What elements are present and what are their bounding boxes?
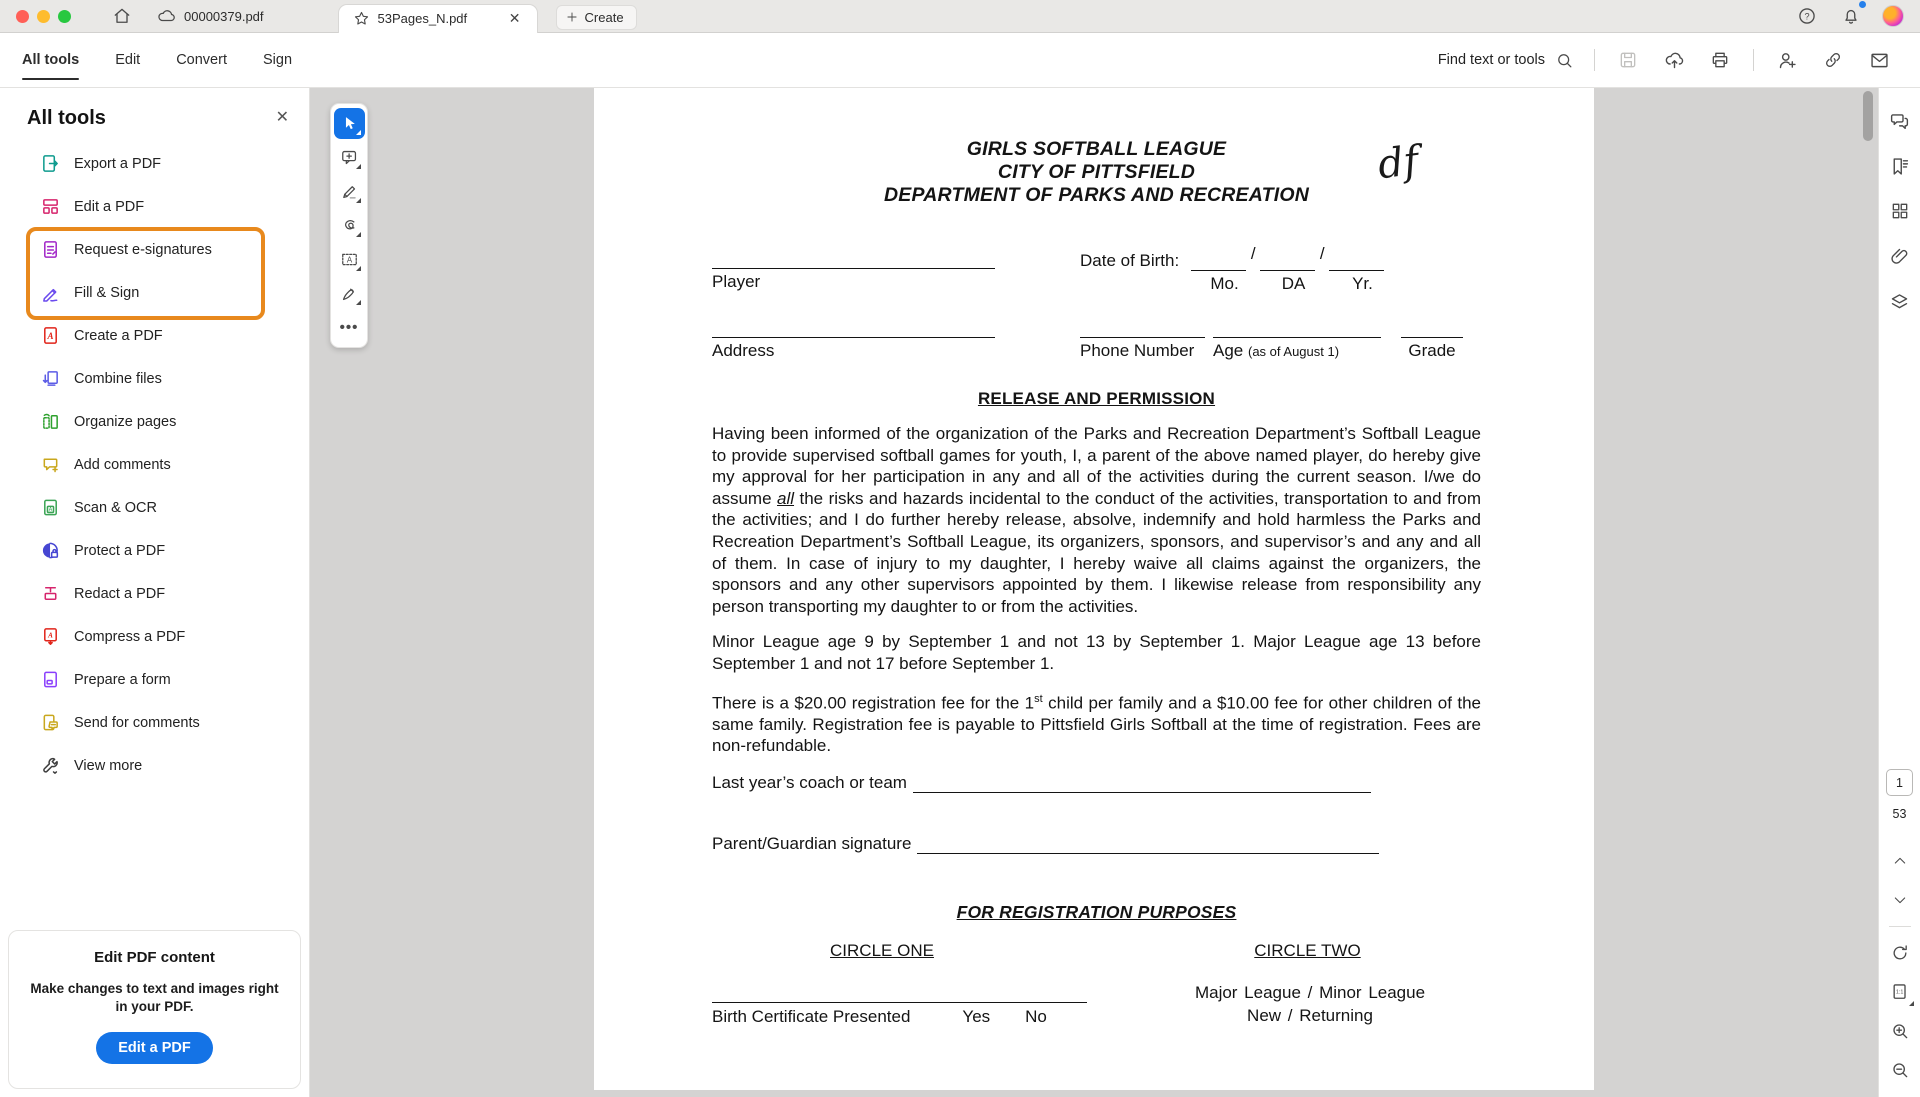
dob-slash: / <box>1250 244 1256 263</box>
tool-item-send-for-comments[interactable] <box>0 701 309 744</box>
scan-ocr-icon <box>41 498 60 517</box>
create-pdf-icon <box>41 326 60 345</box>
dob-label: Date of Birth: <box>1080 251 1180 270</box>
create-button-label: Create <box>584 9 624 25</box>
save-icon <box>1618 50 1638 70</box>
grade-label: Grade <box>1408 341 1456 360</box>
tool-item-label: Combine files <box>74 370 162 387</box>
page-fit-button[interactable] <box>1887 979 1913 1005</box>
tool-item-label: Prepare a form <box>74 671 171 688</box>
circle-headers-row <box>712 941 1481 961</box>
tool-item-label: Fill & Sign <box>74 284 140 301</box>
attachments-icon <box>1889 246 1910 267</box>
add-comments-icon <box>41 455 60 474</box>
home-icon <box>112 6 132 26</box>
zoom-out-icon <box>1890 1060 1910 1080</box>
highlight-tool-button[interactable] <box>334 176 365 207</box>
paragraph-text: Having been informed of the organization of the Parks and Recreation Department’s Softball League to provide supervised softball games for youth, I, a parent of the above named player, do hereby give my approval for her participation in any and all of the activities during the current season. I/we do assume <box>712 424 1481 508</box>
tool-item-create-pdf[interactable] <box>0 314 309 357</box>
add-comment-tool-button[interactable] <box>334 142 365 173</box>
printer-icon <box>1710 50 1730 70</box>
protect-pdf-icon <box>41 541 60 560</box>
request-esign-icon <box>41 240 60 259</box>
tool-item-scan-ocr[interactable] <box>0 486 309 529</box>
tool-item-redact-pdf[interactable] <box>0 572 309 615</box>
tool-item-edit-pdf[interactable] <box>0 185 309 228</box>
macos-traffic-lights <box>0 10 85 23</box>
tool-item-view-more[interactable] <box>0 744 309 787</box>
circle-two-header: CIRCLE TWO <box>1254 940 1361 960</box>
account-avatar[interactable] <box>1882 5 1904 27</box>
vertical-scrollbar[interactable] <box>1863 91 1873 141</box>
select-tool-button[interactable] <box>334 108 365 139</box>
window-title-bar <box>0 0 1920 33</box>
tool-item-fill-sign[interactable] <box>0 271 309 314</box>
handwritten-mark: df <box>1375 137 1422 189</box>
zoom-window-button[interactable] <box>58 10 71 23</box>
chevron-down-icon <box>1892 892 1908 908</box>
tab-sign[interactable]: Sign <box>262 52 293 68</box>
phone-field <box>1080 320 1205 361</box>
tool-item-label: Redact a PDF <box>74 585 166 602</box>
dob-month-line <box>1191 253 1246 271</box>
chevron-up-icon <box>1892 853 1908 869</box>
search-icon <box>1555 51 1574 70</box>
next-page-button[interactable] <box>1887 887 1913 913</box>
right-rail <box>1878 88 1920 1097</box>
close-tab-button[interactable]: ✕ <box>508 10 521 26</box>
league-age-paragraph: Minor League age 9 by September 1 and not 13 by September 1. Major League age 13 before September 1 and not 17 before September 1. <box>712 632 1481 673</box>
tab-label: 53Pages_N.pdf <box>377 11 468 26</box>
dob-day-line <box>1260 253 1315 271</box>
tool-options-corner <box>356 266 361 271</box>
coach-row <box>712 773 1481 793</box>
document-viewport[interactable] <box>310 88 1878 1097</box>
toolbar-divider <box>1594 49 1595 71</box>
bell-icon <box>1841 6 1861 26</box>
actual-size-icon <box>1890 982 1910 1002</box>
previous-page-button[interactable] <box>1887 848 1913 874</box>
address-field <box>712 320 995 361</box>
view-more-icon <box>41 756 60 775</box>
address-blank-line <box>712 320 995 338</box>
svg-text:A: A <box>47 330 54 341</box>
signature-label: Parent/Guardian signature <box>712 833 912 853</box>
layers-panel-button[interactable] <box>1887 288 1913 314</box>
edit-pdf-promo-card <box>8 930 301 1089</box>
signature-blank-line <box>917 836 1379 854</box>
tool-item-label: Send for comments <box>74 714 200 731</box>
link-icon <box>1823 50 1843 70</box>
tool-item-label: Protect a PDF <box>74 542 166 559</box>
close-window-button[interactable] <box>16 10 29 23</box>
tool-item-label: Create a PDF <box>74 327 163 344</box>
promo-description: Make changes to text and images right in your PDF. <box>30 980 279 1014</box>
superscript-st: st <box>1034 692 1043 705</box>
tab-convert[interactable]: Convert <box>176 52 227 68</box>
app-toolbar <box>0 33 1920 88</box>
tab-active-document[interactable] <box>338 4 538 33</box>
tab-label: 00000379.pdf <box>184 8 264 24</box>
quick-tools-toolbar <box>330 103 368 348</box>
coach-label: Last year’s coach or team <box>712 772 907 792</box>
rotate-page-button[interactable] <box>1887 940 1913 966</box>
organize-pages-icon <box>41 412 60 431</box>
create-button[interactable] <box>556 5 637 30</box>
star-icon[interactable] <box>353 10 370 27</box>
registration-bottom-row <box>712 981 1481 1027</box>
tool-item-label: View more <box>74 757 143 774</box>
tool-options-corner <box>356 130 361 135</box>
league-options-group <box>1179 981 1441 1027</box>
fill-sign-icon <box>41 283 60 302</box>
tool-list <box>0 142 309 787</box>
edit-pdf-icon <box>41 197 60 216</box>
document-header <box>712 138 1481 207</box>
combine-files-icon <box>41 369 60 388</box>
notifications-button[interactable] <box>1838 3 1864 29</box>
help-icon <box>1797 6 1817 26</box>
yes-option: Yes <box>962 1006 991 1026</box>
export-pdf-icon <box>41 154 60 173</box>
page-fit-options-corner <box>1909 1001 1914 1006</box>
tool-options-corner <box>356 164 361 169</box>
fill-sign-tool-button[interactable] <box>334 278 365 309</box>
current-page-input[interactable]: 1 <box>1886 769 1913 796</box>
tool-item-label: Add comments <box>74 456 171 473</box>
dob-year-label: Yr. <box>1352 274 1373 293</box>
zoom-out-button[interactable] <box>1887 1057 1913 1083</box>
svg-text:A: A <box>346 255 352 265</box>
phone-blank-line <box>1080 320 1205 338</box>
panel-title: All tools <box>27 107 106 129</box>
plus-icon <box>565 10 579 24</box>
print-button[interactable] <box>1707 47 1733 73</box>
svg-text:A: A <box>48 507 53 514</box>
tool-item-add-comments[interactable] <box>0 443 309 486</box>
email-button[interactable] <box>1866 47 1892 73</box>
upload-cloud-button[interactable] <box>1661 47 1687 73</box>
tool-options-corner <box>356 300 361 305</box>
comments-panel-button[interactable] <box>1887 108 1913 134</box>
tool-item-label: Scan & OCR <box>74 499 157 516</box>
grade-blank-line <box>1401 320 1463 338</box>
help-button[interactable] <box>1794 3 1820 29</box>
edit-a-pdf-button[interactable]: Edit a PDF <box>96 1032 213 1064</box>
share-link-button[interactable] <box>1820 47 1846 73</box>
add-text-tool-button[interactable] <box>334 244 365 275</box>
birth-certificate-group <box>712 987 1087 1027</box>
tool-item-export-pdf[interactable] <box>0 142 309 185</box>
zoom-in-button[interactable] <box>1887 1018 1913 1044</box>
svg-text:1:1: 1:1 <box>1895 989 1903 996</box>
age-label: Age <box>1213 341 1244 360</box>
emphasized-all: all <box>777 488 795 508</box>
prepare-form-icon <box>41 670 60 689</box>
age-field <box>1213 320 1381 361</box>
zoom-in-icon <box>1890 1021 1910 1041</box>
dob-slash: / <box>1319 244 1325 263</box>
player-blank-line <box>712 251 995 269</box>
bookmarks-panel-button[interactable] <box>1887 153 1913 179</box>
player-field <box>712 251 995 292</box>
all-tools-panel <box>0 88 310 1097</box>
new-returning-options: New / Returning <box>1247 1005 1373 1025</box>
tool-item-compress-pdf[interactable] <box>0 615 309 658</box>
notification-badge <box>1859 1 1866 8</box>
player-label: Player <box>712 272 761 291</box>
save-button <box>1615 47 1641 73</box>
send-comments-icon <box>41 713 60 732</box>
major-minor-league-options: Major League / Minor League <box>1194 982 1426 1002</box>
paragraph-text: the risks and hazards incidental to the conduct of the activities, transportation to and from the activities; and I do further hereby release, absolve, indemnify and hold harmless the Parks and Recreation Department’s Softball League, its organizers, sponsors, and supervisor’s and any and all of them. In case of injury to my daughter, I hereby waive all claims against the organizers, the sponsors and any other supervisors appointed by them. I likewise release from responsibility any person transporting my daughter to or from the activities. <box>712 488 1482 616</box>
fees-paragraph <box>712 689 1481 757</box>
page-thumbnails-button[interactable] <box>1887 198 1913 224</box>
header-line: GIRLS SOFTBALL LEAGUE <box>966 138 1227 160</box>
paragraph-text: There is a $20.00 registration fee for the 1 <box>712 693 1035 713</box>
tool-item-combine-files[interactable] <box>0 357 309 400</box>
refresh-icon <box>1890 943 1910 963</box>
tab-cloud-document[interactable] <box>145 0 276 33</box>
registration-purposes-title: FOR REGISTRATION PURPOSES <box>956 901 1237 922</box>
draw-tool-button[interactable] <box>334 210 365 241</box>
dob-month-label: Mo. <box>1210 274 1239 293</box>
release-permission-title: RELEASE AND PERMISSION <box>977 389 1216 408</box>
toolbar-divider <box>1753 49 1754 71</box>
add-user-icon <box>1777 50 1798 71</box>
total-pages-label: 53 <box>1892 807 1907 821</box>
rail-divider <box>1889 926 1911 927</box>
header-line: CITY OF PITTSFIELD <box>997 161 1196 183</box>
tool-item-label: Compress a PDF <box>74 628 186 645</box>
main-menu <box>22 33 292 87</box>
more-tools-button[interactable] <box>334 312 365 343</box>
tool-item-organize-pages[interactable] <box>0 400 309 443</box>
form-row-player-dob <box>712 244 1481 294</box>
home-button[interactable] <box>109 3 135 29</box>
tool-item-prepare-form[interactable] <box>0 658 309 701</box>
tool-item-label: Export a PDF <box>74 155 162 172</box>
tool-item-label: Edit a PDF <box>74 198 145 215</box>
cloud-upload-icon <box>1664 50 1685 71</box>
form-row-address-phone <box>712 320 1481 361</box>
find-label: Find text or tools <box>1437 52 1545 68</box>
dob-day-label: DA <box>1281 274 1306 293</box>
ellipsis-icon: ••• <box>339 319 359 336</box>
tool-item-protect-pdf[interactable] <box>0 529 309 572</box>
signature-row <box>712 834 1481 854</box>
tool-item-label: Organize pages <box>74 413 177 430</box>
tool-item-request-esignatures[interactable] <box>0 228 309 271</box>
tool-options-corner <box>356 198 361 203</box>
release-paragraph <box>712 423 1481 617</box>
age-blank-line <box>1213 320 1381 338</box>
svg-text:?: ? <box>1804 11 1810 22</box>
tab-all-tools[interactable]: All tools <box>22 33 79 87</box>
phone-label: Phone Number <box>1080 341 1195 360</box>
layers-icon <box>1889 291 1910 312</box>
tab-edit[interactable]: Edit <box>115 52 141 68</box>
request-signatures-button[interactable] <box>1774 47 1800 73</box>
comments-icon <box>1889 111 1910 132</box>
birth-certificate-label: Birth Certificate Presented <box>712 1006 911 1026</box>
coach-blank-line <box>913 775 1371 793</box>
redact-pdf-icon <box>41 584 60 603</box>
pdf-page <box>594 88 1594 1090</box>
no-option: No <box>1025 1006 1047 1026</box>
close-panel-button[interactable]: ✕ <box>275 109 289 126</box>
grade-field <box>1401 320 1463 361</box>
minimize-window-button[interactable] <box>37 10 50 23</box>
circle-one-header: CIRCLE ONE <box>830 940 934 960</box>
cloud-icon <box>157 7 176 26</box>
birth-certificate-blank-line <box>712 987 1087 1003</box>
find-text-or-tools[interactable] <box>1438 51 1574 70</box>
envelope-icon <box>1869 50 1890 71</box>
attachments-panel-button[interactable] <box>1887 243 1913 269</box>
compress-pdf-icon <box>41 627 60 646</box>
promo-title: Edit PDF content <box>94 948 215 966</box>
paragraph-text: child per family and a $10.00 fee for other children of the same family. Registration fee is payable to Pittsfield Girls Softball at the time of registration. Fees are non-refundable. <box>712 693 1482 756</box>
bookmarks-icon <box>1889 156 1910 177</box>
dob-year-line <box>1329 253 1384 271</box>
age-note: (as of August 1) <box>1247 344 1340 359</box>
svg-text:A: A <box>48 631 53 640</box>
tool-options-corner <box>356 232 361 237</box>
dob-field <box>1080 244 1390 294</box>
tool-item-label: Request e-signatures <box>74 241 212 258</box>
page-thumbnails-icon <box>1890 201 1910 221</box>
header-line: DEPARTMENT OF PARKS AND RECREATION <box>884 184 1309 206</box>
address-label: Address <box>712 341 775 360</box>
